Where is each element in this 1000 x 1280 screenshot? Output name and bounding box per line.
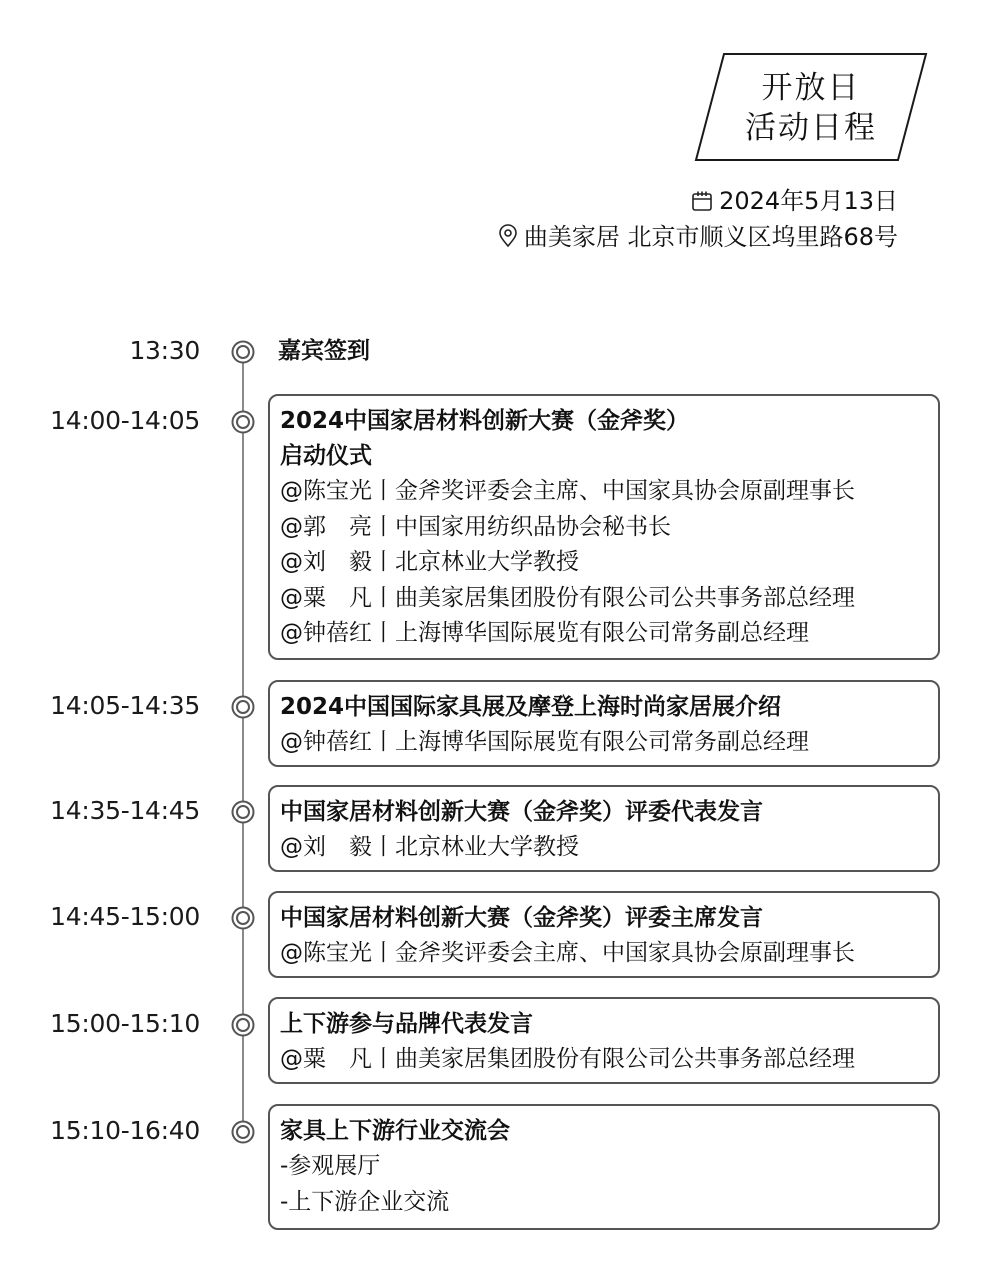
- timeline-dot-icon: [230, 1012, 256, 1038]
- agenda-line: -参观展厅: [280, 1153, 381, 1179]
- item-time: 14:00-14:05: [50, 406, 200, 435]
- schedule-card: [268, 394, 940, 660]
- item-title: 中国家居材料创新大赛（金斧奖）评委代表发言: [280, 799, 763, 825]
- schedule-card: [268, 1104, 940, 1230]
- timeline-dot-icon: [230, 799, 256, 825]
- schedule-card: [268, 785, 940, 872]
- item-time: 15:10-16:40: [50, 1116, 200, 1145]
- speaker-line: @陈宝光丨金斧奖评委会主席、中国家具协会原副理事长: [280, 940, 855, 966]
- event-location: [498, 222, 898, 255]
- timeline-dot-icon: [230, 339, 256, 365]
- speaker-line: @粟 凡丨曲美家居集团股份有限公司公共事务部总经理: [280, 1046, 855, 1072]
- speaker-line: @钟蓓红丨上海博华国际展览有限公司常务副总经理: [280, 729, 809, 755]
- agenda-line: -上下游企业交流: [280, 1188, 450, 1215]
- speaker-line: @郭 亮丨中国家用纺织品协会秘书长: [280, 513, 671, 540]
- item-title: 中国家居材料创新大赛（金斧奖）评委主席发言: [280, 905, 763, 931]
- timeline-dot-icon: [230, 1119, 256, 1145]
- schedule-card: [268, 680, 940, 767]
- schedule-card: [268, 997, 940, 1084]
- speaker-line: @刘 毅丨北京林业大学教授: [280, 834, 579, 860]
- schedule-title-line1: 开放日: [761, 70, 861, 106]
- schedule-title-line2: 活动日程: [745, 110, 877, 146]
- item-time: 15:00-15:10: [50, 1009, 200, 1038]
- event-date: [691, 186, 898, 219]
- item-time: 14:05-14:35: [50, 691, 200, 720]
- event-date-text: 2024年5月13日: [719, 187, 898, 215]
- item-title: 嘉宾签到: [278, 338, 370, 364]
- item-title-continued: 启动仪式: [280, 443, 372, 469]
- calendar-icon: [691, 189, 713, 219]
- item-time: 13:30: [129, 336, 200, 365]
- timeline-dot-icon: [230, 409, 256, 435]
- item-time: 14:35-14:45: [50, 796, 200, 825]
- item-title: 上下游参与品牌代表发言: [280, 1011, 533, 1037]
- schedule-card: [268, 891, 940, 978]
- item-title: 2024中国国际家具展及摩登上海时尚家居展介绍: [280, 694, 782, 720]
- timeline-dot-icon: [230, 694, 256, 720]
- schedule-title-badge: [694, 52, 928, 162]
- schedule-title: [694, 68, 928, 148]
- timeline-dot-icon: [230, 905, 256, 931]
- location-pin-icon: [498, 224, 518, 255]
- item-title: 家具上下游行业交流会: [280, 1118, 510, 1144]
- item-time: 14:45-15:00: [50, 902, 200, 931]
- speaker-line: @粟 凡丨曲美家居集团股份有限公司公共事务部总经理: [280, 584, 855, 611]
- item-title: 2024中国家居材料创新大赛（金斧奖）: [280, 408, 690, 434]
- speaker-line: @陈宝光丨金斧奖评委会主席、中国家具协会原副理事长: [280, 478, 855, 504]
- speaker-line: @钟蓓红丨上海博华国际展览有限公司常务副总经理: [280, 620, 809, 646]
- event-location-text: 曲美家居 北京市顺义区坞里路68号: [523, 223, 898, 251]
- speaker-line: @刘 毅丨北京林业大学教授: [280, 549, 579, 575]
